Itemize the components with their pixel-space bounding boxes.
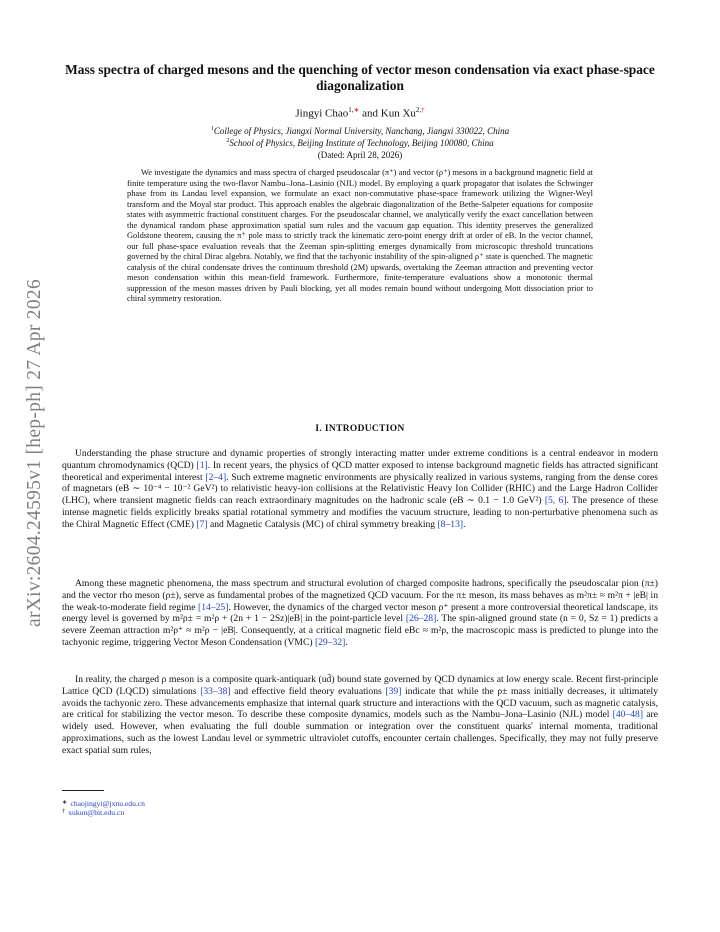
author-affiliation-number: 2, — [415, 106, 422, 114]
footnote-email-link[interactable]: xukun@bit.edu.cn — [68, 808, 125, 817]
paragraph-text: In reality, the charged ρ meson is a composite quark-antiquark (ud̄) bound state governed by QCD dynamics at low energy scale. Recent first-principle Lattice QCD (LQCD) simulations — [62, 674, 658, 697]
affiliation-text: College of Physics, Jiangxi Normal University, Nanchang, Jiangxi 330022, China — [213, 126, 510, 136]
paragraph-text: and effective field theory evaluations — [230, 685, 386, 697]
affiliation-number: 1 — [210, 126, 214, 132]
abstract: We investigate the dynamics and mass spectra of charged pseudoscalar (π⁺) and vector (ρ⁺) mesons in a background magnetic field at finite temperature using the two-flavor Nambu–Jona–Lasinio (NJL) model. By employing a quark propagator that isolates the Schwinger phase from its Landau level expansion, we formulate an exact non-commutative phase-space framework utilizing the Wigner-Weyl transform and the Moyal star product. This approach enables the algebraic diagonalization of the Bethe-Salpeter equations for composite states with asymmetric fractional constituent charges. For the pseudoscalar channel, we analytically verify the exact cancellation between the dynamical random phase approximation spatial sum rules and the vacuum gap equation. This identity preserves the generalized Goldstone theorem, causing the π⁺ pole mass to strictly track the kinematic zero-point energy drift at order of eB. In the vector channel, our full phase-space evaluation reveals that the Zeeman spin-splitting emerges dynamically from microscopic threshold truncations governed by the chiral Dirac algebra. Notably, we find that the tachyonic instability of the spin-aligned ρ⁺ state is quenched. The magnetic catalysis of the chiral condensate drives the continuum threshold (2M) upwards, overtaking the Zeeman attraction and preventing vector meson condensation within this mean-field framework. Furthermore, finite-temperature evaluations show a monotonic thermal suppression of the meson masses driven by Pauli blocking, yet all modes remain bound without undergoing Mott dissociation prior to chiral symmetry restoration. — [127, 168, 593, 303]
citation-link[interactable]: [40–48] — [612, 709, 644, 721]
citation-link[interactable]: [26–28] — [405, 613, 437, 625]
citation-link[interactable]: [7] — [196, 518, 208, 530]
affiliation-number: 2 — [226, 138, 230, 144]
citation-link[interactable]: [39] — [385, 685, 402, 697]
section-heading: I. INTRODUCTION — [315, 424, 405, 434]
paper-title: Mass spectra of charged mesons and the quenching of vector meson condensation via exact phase-space diagonalization — [65, 62, 655, 93]
paragraph-text: Understanding the phase structure and dynamic properties of strongly interacting matter under extreme conditions is a central endeavor in modern quantum chromodynamics (QCD) — [62, 448, 658, 471]
footnote — [62, 798, 145, 808]
author-affiliation-number: 1, — [348, 106, 354, 114]
footnote — [62, 808, 124, 817]
body-paragraph — [62, 674, 658, 757]
footnote-mark: † — [62, 808, 66, 815]
citation-link[interactable]: [29–32] — [314, 636, 346, 648]
body-paragraph — [62, 448, 658, 531]
affiliation-text: School of Physics, Beijing Institute of Technology, Beijing 100080, China — [229, 138, 494, 148]
paragraph-text: . — [463, 518, 466, 530]
paragraph-text: . However, the dynamics of the charged vector meson ρ⁺ present a more controversial theoretical landscape, its energy level is governed by m²ρ± = m²ρ + (2n + 1 − 2Sz)|eB| in the point-particle level — [62, 601, 658, 625]
paragraph-text: indicate that while the ρ± mass initially decreases, it ultimately avoids the tachyonic zero. These advancements emphasize that internal quark structure and interactions with the QCD vacuum, such as magnetic catalysis, are critical for stabilizing the vector meson. To describe these composite dynamics, models such as the Nambu–Jona–Lasinio (NJL) model — [62, 685, 659, 721]
paragraph-text: and Magnetic Catalysis (MC) of chiral symmetry breaking — [207, 518, 438, 530]
footnote-divider — [62, 790, 104, 791]
author-line — [100, 106, 620, 120]
author-name: Jingyi Chao — [295, 107, 349, 120]
citation-link[interactable]: [33–38] — [200, 685, 231, 697]
citation-link[interactable]: [5, 6] — [544, 495, 567, 507]
paragraph-text: . The presence of these intense magnetic fields explicitly breaks spatial rotational symmetry and modifies the vacuum structure, leading to non-perturbative phenomena such as the Chiral Magnetic Effect (CME) — [62, 495, 659, 530]
citation-link[interactable]: [2–4] — [205, 471, 227, 483]
author-conjunction: and — [362, 107, 378, 120]
citation-link[interactable]: [1] — [196, 459, 208, 471]
author-footnote-mark[interactable]: ∗ — [353, 106, 360, 114]
affiliation — [100, 136, 620, 149]
paragraph-text: . Such extreme magnetic environments are physically realized in various systems, ranging from the dense cores of magnetars (eB ∼ 10⁻⁴ − 10⁻² GeV²) to relativistic heavy-ion collisions at the Relativistic Heavy Ion Collider (RHIC) and the Large Hadron Collider (LHC), where transient magnetic fields can reach extraordinary magnitudes on the hadronic scale (eB ∼ 0.1 − 1.0 GeV²) — [62, 471, 658, 507]
arxiv-stamp — [20, 253, 50, 653]
date-line: (Dated: April 28, 2026) — [317, 150, 403, 160]
paragraph-text: . — [345, 636, 348, 648]
paragraph-text: are widely used. However, when evaluating the full double summation or integration over the constituent quarks' internal momenta, traditional approximations, such as the lowest Landau level or symmetric ultraviolet cutoffs, encounter certain challenges. Specifically, they may not fully preserve exact spatial sum rules, — [62, 709, 658, 756]
body-paragraph — [62, 578, 658, 649]
citation-link[interactable]: [14–25] — [198, 601, 229, 613]
paragraph-text: Among these magnetic phenomena, the mass spectrum and structural evolution of charged composite hadrons, specifically the pseudoscalar pion (π±) and the vector rho meson (ρ±), serve as fundamental probes of the magnetized QCD vacuum. For the π± meson, its mass behaves as m²π± ≈ m²π + |eB| in the weak-to-moderate field regime — [62, 578, 658, 613]
author-footnote-mark[interactable]: † — [421, 106, 425, 114]
arxiv-id[interactable]: arXiv:2604.24595v1 [hep-ph] 27 Apr 2026 — [24, 278, 45, 628]
footnote-email-link[interactable]: chaojingyi@jxnu.edu.cn — [70, 799, 145, 808]
paragraph-text: . In recent years, the physics of QCD matter exposed to intense background magnetic fields has attracted significant theoretical and experimental interest — [62, 459, 658, 483]
paragraph-text: . The spin-aligned ground state (n = 0, Sz = 1) predicts a severe Zeeman attraction m²ρ⁺ ≈ m²ρ − |eB|. Consequently, at a critical magnetic field eBc ≈ m²ρ, the macroscopic mass is predicted to plunge into the tachyonic regime, triggering Vector Meson Condensation (VMC) — [62, 613, 658, 648]
footnote-mark: ∗ — [62, 799, 68, 806]
citation-link[interactable]: [8–13] — [437, 518, 464, 530]
author-name: Kun Xu — [380, 107, 416, 120]
